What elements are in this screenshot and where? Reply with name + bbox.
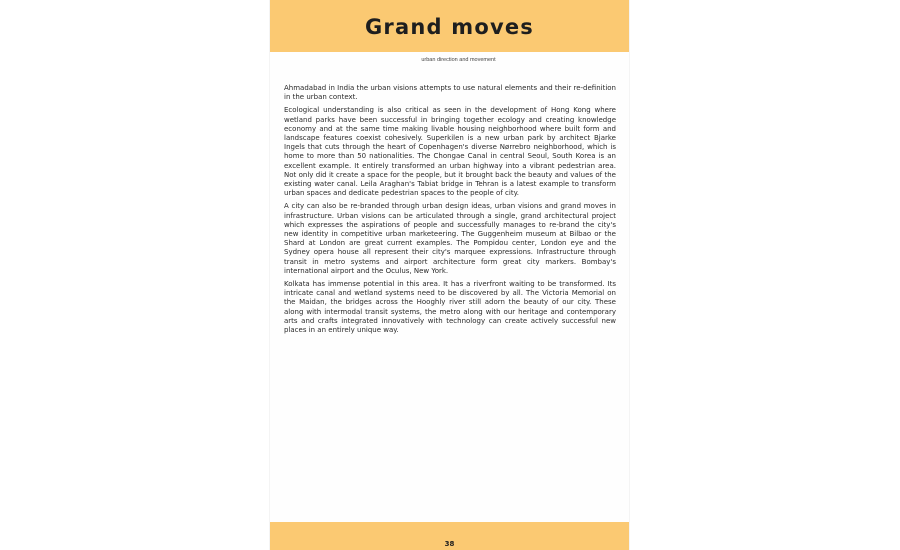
- page-number: 38: [444, 540, 455, 548]
- paragraph: Kolkata has immense potential in this area. It has a riverfront waiting to be transformed. Its intricate canal and wetland systems need to be discovered by all. The Victoria Memorial on the Maidan, the bridges across the Hooghly river still adorn the beauty of our city. These along with intermodal transit systems, the metro along with our heritage and contemporary arts and crafts integrated innovatively with technology can create actively successful new places in an entirely unique way.: [284, 280, 616, 335]
- document-page: [270, 0, 629, 550]
- paragraph: A city can also be re-branded through urban design ideas, urban visions and grand moves in infrastructure. Urban visions can be articulated through a single, grand architectural project which expresses the aspirations of people and successfully manages to re-brand the city's new identity in competitive urban marketeering. The Guggenheim museum at Bilbao or the Shard at London are great current examples. The Pompidou center, London eye and the Sydney opera house all represent their city's marquee expressions. Infrastructure through transit in metro systems and airport architecture form great city markers. Bombay's international airport and the Oculus, New York.: [284, 202, 616, 275]
- body-text: [284, 84, 616, 339]
- page-title: Grand moves: [365, 15, 534, 39]
- paragraph: Ahmadabad in India the urban visions attempts to use natural elements and their re-definition in the urban context.: [284, 84, 616, 102]
- paragraph: Ecological understanding is also critical as seen in the development of Hong Kong where wetland parks have been successful in bringing together ecology and creating knowledge economy and at the same time making livable housing neighborhood where built form and landscape features coexist cohesively. Superkilen is a new urban park by architect Bjarke Ingels that cuts through the heart of Copenhagen's diverse Nørrebro neighborhood, which is home to more than 50 nationalities. The Chongae Canal in central Seoul, South Korea is an excellent example. It entirely transformed an urban highway into a vibrant pedestrian area. Not only did it create a space for the people, but it brought back the beauty and values of the existing water canal. Leila Araghan's Tabiat bridge in Tehran is a latest example to transform urban spaces and dedicate pedestrian spaces to the people of city.: [284, 106, 616, 198]
- page-subtitle: urban direction and movement: [421, 57, 496, 63]
- header-band: [270, 0, 629, 52]
